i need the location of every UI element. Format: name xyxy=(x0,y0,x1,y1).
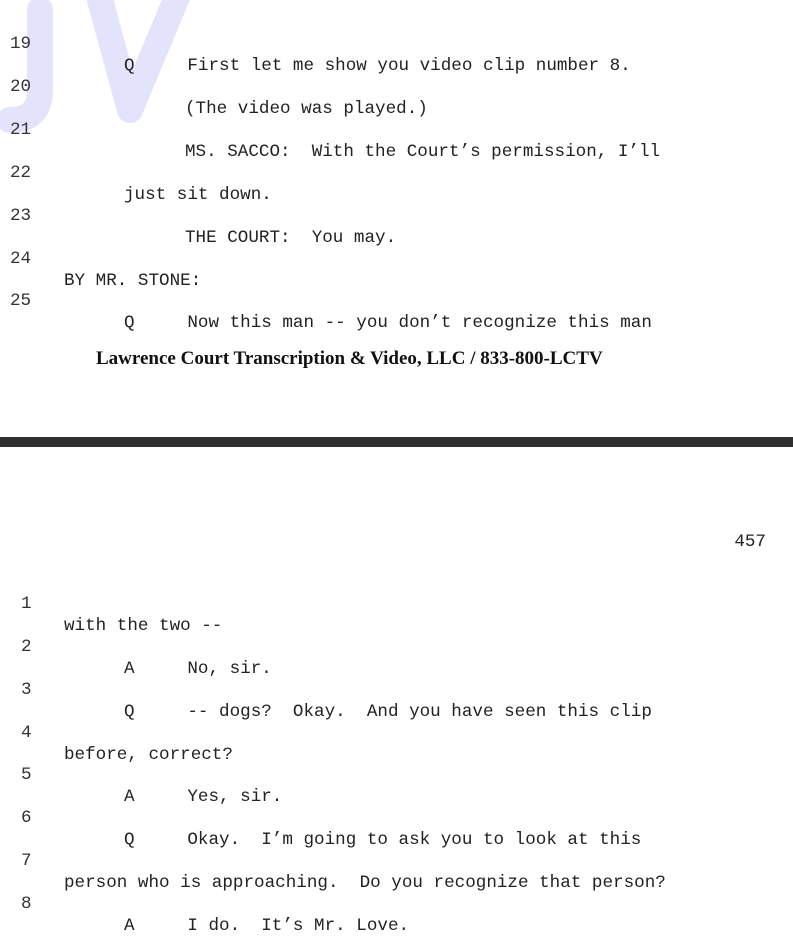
line-number: 7 xyxy=(21,851,32,871)
line-24 xyxy=(0,226,202,291)
line-text: with the two -- xyxy=(64,616,223,636)
line-text: Q Okay. I’m going to ask you to look at this xyxy=(124,830,642,850)
line-number: 2 xyxy=(21,637,32,657)
line-number: 24 xyxy=(10,249,32,269)
line-number: 5 xyxy=(21,765,32,785)
line-text: THE COURT: You may. xyxy=(185,228,397,248)
line-number: 25 xyxy=(10,291,32,311)
line-text: before, correct? xyxy=(64,745,233,765)
line-number: 19 xyxy=(10,34,32,54)
line-number: 1 xyxy=(21,594,32,614)
line-number: 21 xyxy=(10,120,32,140)
line-1 xyxy=(0,571,223,636)
line-text: Q Now this man -- you don’t recognize this man xyxy=(124,313,652,333)
line-text: Q -- dogs? Okay. And you have seen this clip xyxy=(124,702,652,722)
line-text: just sit down. xyxy=(124,185,272,205)
line-text: person who is approaching. Do you recognize that person? xyxy=(64,873,666,893)
line-22 xyxy=(0,140,272,205)
line-number: 4 xyxy=(21,723,32,743)
line-number: 6 xyxy=(21,808,32,828)
line-text: MS. SACCO: With the Court’s permission, I’ll xyxy=(185,142,661,162)
line-text: BY MR. STONE: xyxy=(64,271,202,291)
line-4 xyxy=(0,700,233,765)
line-text: A Yes, sir. xyxy=(124,787,283,807)
transcript-page-top xyxy=(0,0,793,437)
line-text: A No, sir. xyxy=(124,659,272,679)
line-number: 22 xyxy=(10,163,32,183)
line-text: Q First let me show you video clip number 8. xyxy=(124,56,631,76)
line-number: 8 xyxy=(21,894,32,914)
page-number: 457 xyxy=(734,532,766,552)
line-19 xyxy=(0,11,631,76)
line-text: A I do. It’s Mr. Love. xyxy=(124,916,410,936)
line-number: 20 xyxy=(10,77,32,97)
page-footer: Lawrence Court Transcription & Video, LLC / 833-800-LCTV xyxy=(96,348,603,369)
line-number: 23 xyxy=(10,206,32,226)
line-text: (The video was played.) xyxy=(185,99,428,119)
page-divider xyxy=(0,437,793,447)
line-number: 3 xyxy=(21,680,32,700)
